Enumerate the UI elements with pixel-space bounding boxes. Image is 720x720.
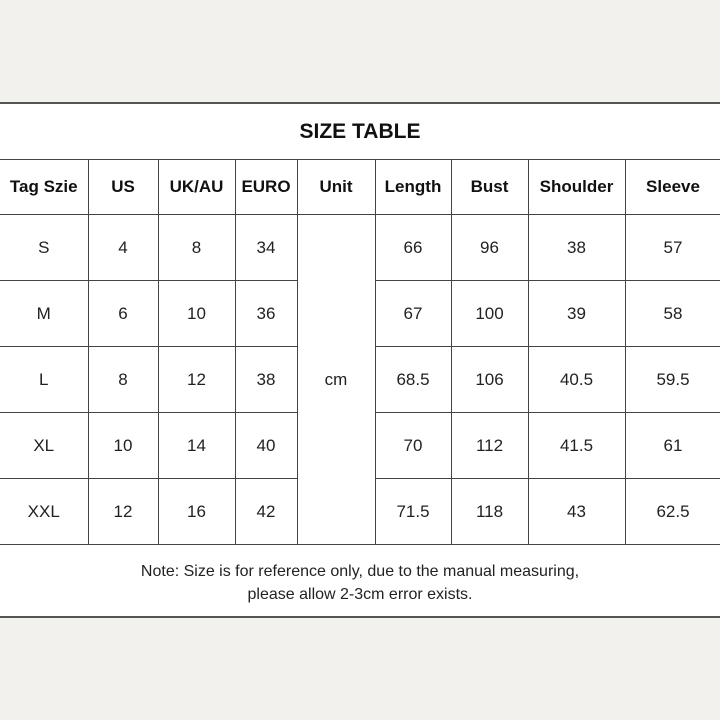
cell-euro: 34 [235,215,297,281]
cell-shoulder: 39 [528,281,625,347]
cell-sleeve: 59.5 [625,347,720,413]
table-row [0,215,720,281]
cell-bust: 112 [451,413,528,479]
cell-unit: cm [297,215,375,545]
cell-uk-au: 12 [158,347,235,413]
cell-euro: 40 [235,413,297,479]
header-row [0,160,720,215]
cell-sleeve: 61 [625,413,720,479]
note-line-1: Note: Size is for reference only, due to the manual measuring, [140,562,580,580]
cell-euro: 36 [235,281,297,347]
cell-length: 70 [375,413,451,479]
header-sleeve: Sleeve [625,160,720,215]
cell-length: 66 [375,215,451,281]
cell-euro: 42 [235,479,297,545]
cell-us: 4 [88,215,158,281]
cell-shoulder: 41.5 [528,413,625,479]
header-us: US [88,160,158,215]
cell-sleeve: 58 [625,281,720,347]
cell-sleeve: 62.5 [625,479,720,545]
cell-uk-au: 14 [158,413,235,479]
note-line-2: please allow 2-3cm error exists. [247,585,473,603]
cell-tag-size: M [0,281,88,347]
cell-length: 71.5 [375,479,451,545]
size-chart-card [0,102,720,618]
cell-us: 6 [88,281,158,347]
header-tag-size: Tag Szie [0,160,88,215]
cell-uk-au: 8 [158,215,235,281]
cell-bust: 106 [451,347,528,413]
cell-bust: 100 [451,281,528,347]
cell-bust: 96 [451,215,528,281]
header-bust: Bust [451,160,528,215]
size-table [0,160,720,545]
cell-us: 12 [88,479,158,545]
cell-tag-size: XL [0,413,88,479]
cell-shoulder: 40.5 [528,347,625,413]
cell-tag-size: L [0,347,88,413]
header-euro: EURO [235,160,297,215]
cell-tag-size: S [0,215,88,281]
cell-uk-au: 16 [158,479,235,545]
cell-bust: 118 [451,479,528,545]
cell-length: 68.5 [375,347,451,413]
header-shoulder: Shoulder [528,160,625,215]
header-uk-au: UK/AU [158,160,235,215]
cell-sleeve: 57 [625,215,720,281]
size-note [0,549,720,616]
cell-us: 8 [88,347,158,413]
cell-euro: 38 [235,347,297,413]
header-length: Length [375,160,451,215]
cell-us: 10 [88,413,158,479]
cell-shoulder: 43 [528,479,625,545]
table-title: SIZE TABLE [0,104,720,160]
cell-tag-size: XXL [0,479,88,545]
header-unit: Unit [297,160,375,215]
cell-shoulder: 38 [528,215,625,281]
cell-uk-au: 10 [158,281,235,347]
cell-length: 67 [375,281,451,347]
